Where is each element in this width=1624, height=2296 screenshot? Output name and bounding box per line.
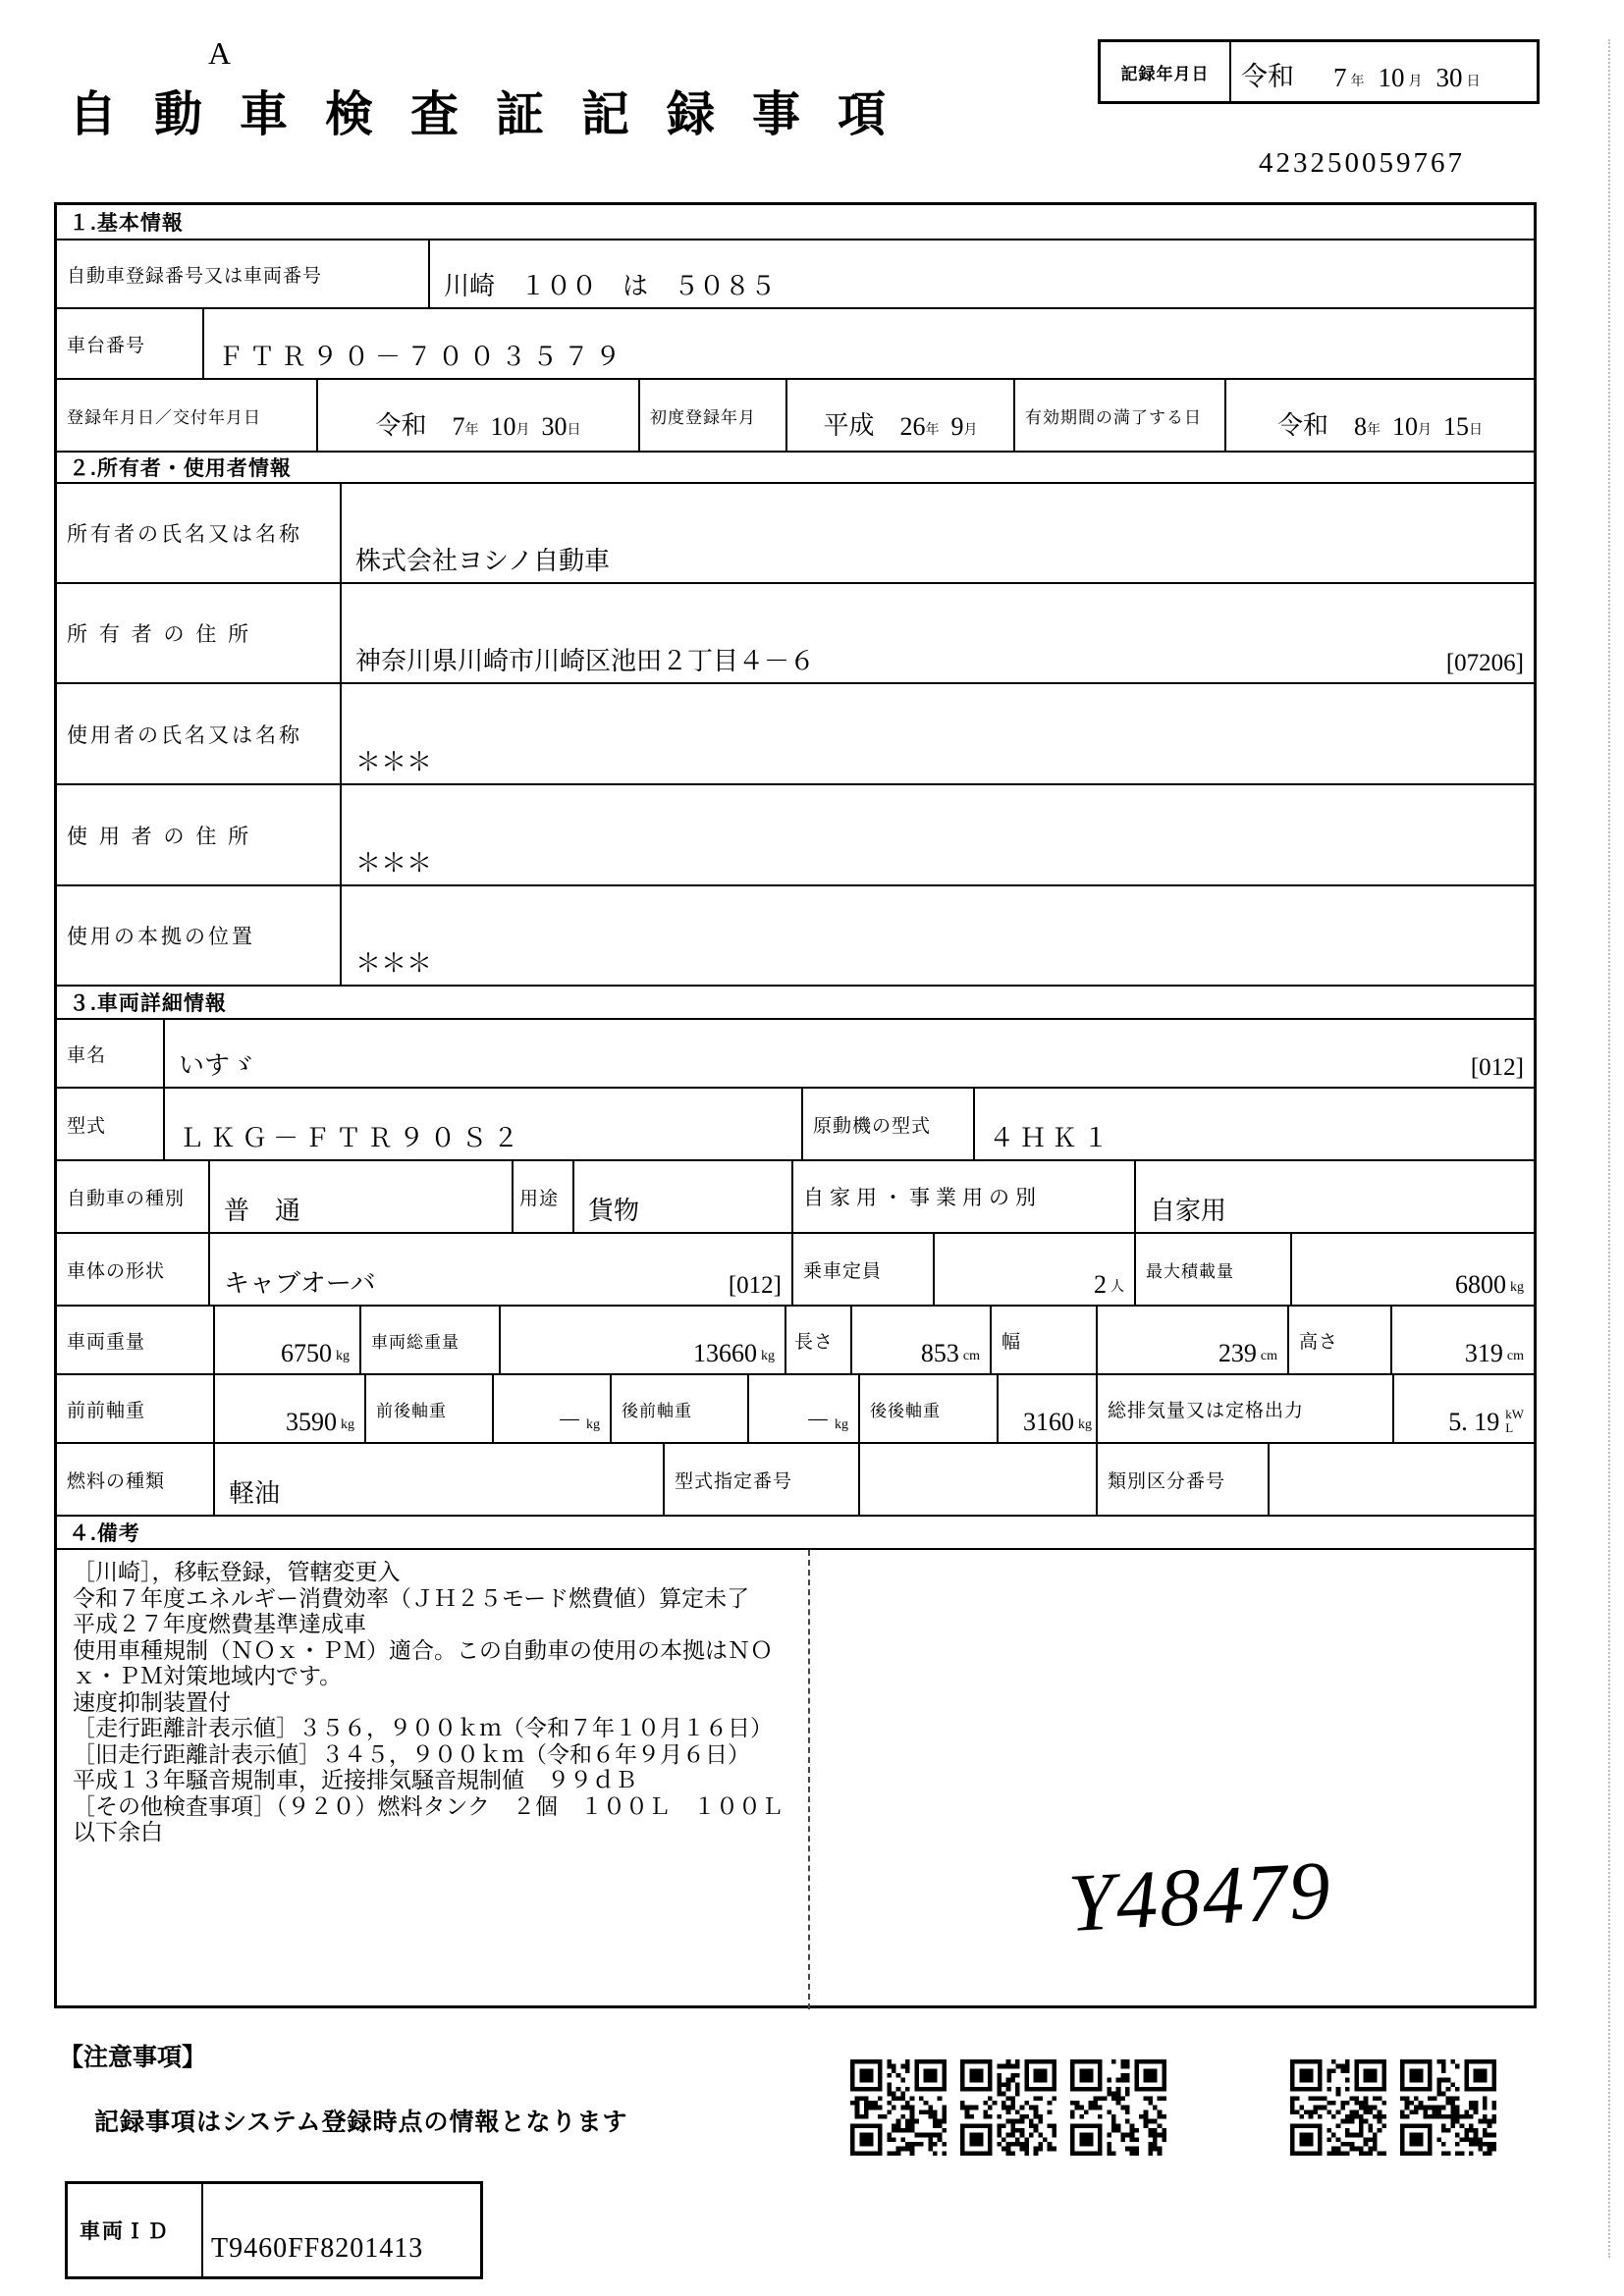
expiry-date-value: 令和 8 年 10 月 15 日 [1276, 411, 1483, 441]
height-value: 319 cm [1464, 1339, 1524, 1367]
remarks-line: 以下余白 [73, 1820, 163, 1844]
width-label: 幅 [992, 1307, 1098, 1373]
remarks-line: 令和７年度エネルギー消費効率（ＪＨ２５モード燃費値）算定未了 [73, 1585, 750, 1611]
displacement-unit: kW L [1505, 1407, 1524, 1435]
engine-model-value: ４ＨＫ１ [989, 1124, 1115, 1152]
owner-name-value: 株式会社ヨシノ自動車 [355, 547, 610, 575]
type-approval-label: 型式指定番号 [665, 1444, 860, 1515]
category-label: 自動車の種別 [57, 1161, 210, 1232]
vehicle-id-value: T9460FF8201413 [211, 2233, 424, 2264]
row-chassis-number [57, 307, 1534, 378]
car-name-label: 車名 [57, 1020, 165, 1087]
qr-code [960, 2059, 1056, 2156]
class-number-value [1270, 1444, 1534, 1515]
body-shape-code: [012] [728, 1272, 782, 1299]
remarks-dashed-divider [808, 1550, 810, 2009]
use-label: 用途 [514, 1161, 574, 1232]
type-approval-value [860, 1444, 1098, 1515]
car-name-code: [012] [1470, 1054, 1524, 1081]
page-mark: A [208, 35, 232, 71]
record-date-box [1098, 39, 1540, 104]
plate-number-value: 川崎 １００ は ５０８５ [444, 272, 777, 300]
gross-weight-label: 車両総重量 [361, 1307, 501, 1373]
axle-front-rear-label: 前後軸重 [366, 1375, 494, 1442]
private-business-value: 自家用 [1150, 1197, 1227, 1225]
plate-number-label: 自動車登録番号又は車両番号 [57, 240, 430, 307]
section-basic-info-heading: １.基本情報 [69, 212, 184, 235]
record-date-day: 30 [1435, 63, 1463, 92]
owner-address-code: [07206] [1445, 650, 1524, 676]
capacity-label: 乗車定員 [793, 1234, 935, 1305]
axle-front-front-label: 前前軸重 [57, 1375, 215, 1442]
car-name-text: いすゞ [179, 1051, 256, 1080]
row-owner-address [57, 582, 1534, 682]
document-number: 423250059767 [1259, 147, 1465, 179]
capacity-value: 2 人 [935, 1234, 1136, 1305]
user-name-value: ＊＊＊ [355, 748, 433, 776]
row-user-name [57, 682, 1534, 783]
height-label: 高さ [1289, 1307, 1392, 1373]
owner-name-label: 所有者の氏名又は名称 [57, 484, 342, 582]
record-date-month: 10 [1378, 63, 1405, 92]
registration-date-label: 登録年月日／交付年月日 [57, 380, 318, 451]
base-location-label: 使用の本拠の位置 [57, 886, 342, 985]
vehicle-id-box [65, 2181, 483, 2279]
row-model [57, 1087, 1534, 1159]
notice-text: 記録事項はシステム登録時点の情報となります [94, 2109, 628, 2136]
page-title: 自動車検査証記録事項 [69, 87, 924, 141]
row-base-location [57, 884, 1534, 985]
record-date-value [1231, 42, 1537, 101]
body-shape-label: 車体の形状 [57, 1234, 210, 1305]
first-registration-label: 初度登録年月 [640, 380, 787, 451]
remarks-line: 平成２７年度燃費基準達成車 [73, 1612, 366, 1636]
remarks-line: ［その他検査事項］（９２０）燃料タンク ２個 １００Ｌ １００Ｌ [73, 1793, 785, 1819]
car-name-value [165, 1020, 1534, 1087]
owner-address-value [342, 584, 1534, 682]
body-shape-text: キャブオーバ [224, 1269, 376, 1298]
model-label: 型式 [57, 1089, 165, 1159]
section-remarks-heading: ４.備考 [57, 1515, 1534, 1548]
remarks-line: 平成１３年騒音規制車，近接排気騒音規制値 ９９ｄＢ [73, 1768, 637, 1792]
private-business-label: 自家用・事業用の別 [793, 1161, 1136, 1232]
body-shape-value [210, 1234, 793, 1305]
first-registration-value: 平成 26 年 9 月 [787, 380, 1015, 451]
row-category [57, 1159, 1534, 1232]
row-fuel [57, 1442, 1534, 1515]
width-value: 239 cm [1098, 1307, 1289, 1373]
base-location-value: ＊＊＊ [355, 949, 433, 978]
axle-rear-rear-value: 3160 kg [999, 1375, 1098, 1442]
row-plate-number [57, 239, 1534, 307]
row-dates [57, 378, 1534, 451]
vehicle-weight-label: 車両重量 [57, 1307, 215, 1373]
handwritten-number: Y48479 [1065, 1844, 1334, 1949]
remarks-cell [57, 1550, 1534, 2009]
axle-front-rear-value: － kg [494, 1375, 612, 1442]
unit-month: 月 [1408, 75, 1423, 89]
max-load-value: 6800 kg [1455, 1270, 1524, 1299]
axle-rear-rear-label: 後後軸重 [860, 1375, 999, 1442]
row-body-shape [57, 1232, 1534, 1305]
record-date-label: 記録年月日 [1101, 42, 1231, 101]
model-value: ＬＫＧ－ＦＴＲ９０Ｓ２ [165, 1089, 803, 1159]
row-owner-name [57, 482, 1534, 582]
row-axle-weights [57, 1373, 1534, 1442]
chassis-number-value: ＦＴＲ９０－７００３５７９ [218, 343, 627, 371]
fuel-value: 軽油 [215, 1444, 665, 1515]
remarks-line: 使用車種規制（ＮＯｘ・ＰＭ）適合。この自動車の使用の本拠はＮＯｘ・ＰＭ対策地域内です。 [73, 1637, 773, 1688]
row-user-address [57, 783, 1534, 884]
reg-date-era: 令和 [375, 411, 427, 440]
vehicle-weight-value: 6750 kg [215, 1307, 361, 1373]
use-value: 貨物 [574, 1161, 793, 1232]
expiry-date-label: 有効期間の満了する日 [1015, 380, 1226, 451]
record-date-era: 令和 [1241, 62, 1294, 91]
qr-code [1290, 2059, 1386, 2156]
qr-code [1070, 2059, 1166, 2156]
user-address-value: ＊＊＊ [355, 849, 433, 878]
owner-address-label: 所 有 者 の 住 所 [57, 584, 342, 682]
user-name-label: 使用者の氏名又は名称 [57, 684, 342, 783]
fuel-label: 燃料の種類 [57, 1444, 215, 1515]
unit-year: 年 [1350, 75, 1365, 89]
displacement-label: 総排気量又は定格出力 [1098, 1375, 1394, 1442]
category-value: 普 通 [210, 1161, 514, 1232]
axle-front-front-value: 3590 kg [215, 1375, 366, 1442]
remarks-line: ［川崎］，移転登録，管轄変更入 [73, 1560, 401, 1584]
gross-weight-value: 13660 kg [501, 1307, 786, 1373]
remarks-line: ［走行距離計表示値］３５６，９００ｋｍ（令和７年１０月１６日） [73, 1716, 773, 1740]
qr-code [1400, 2059, 1496, 2156]
row-car-name [57, 1018, 1534, 1087]
main-table [54, 202, 1537, 2008]
length-label: 長さ [786, 1307, 852, 1373]
axle-rear-front-label: 後前軸重 [612, 1375, 749, 1442]
scan-artifact-line [1608, 39, 1610, 2258]
row-weights-dimensions [57, 1305, 1534, 1373]
remarks-text [73, 1560, 801, 1846]
section-owner-info-heading: ２.所有者・使用者情報 [57, 451, 1534, 482]
registration-date-value: 令和 7 年 10 月 30 日 [318, 380, 640, 451]
max-load-label: 最大積載量 [1136, 1234, 1292, 1305]
vehicle-id-label: 車両ＩＤ [68, 2184, 203, 2276]
engine-model-label: 原動機の型式 [803, 1089, 975, 1159]
displacement-value: 5. 19 kW L [1448, 1407, 1524, 1436]
notice-heading: 【注意事項】 [59, 2044, 207, 2071]
class-number-label: 類別区分番号 [1098, 1444, 1270, 1515]
record-date-year: 7 [1333, 63, 1347, 92]
remarks-line: 速度抑制装置付 [73, 1689, 231, 1715]
axle-rear-front-value: － kg [749, 1375, 860, 1442]
remarks-line: ［旧走行距離計表示値］３４５，９００ｋｍ（令和６年９月６日） [73, 1741, 750, 1767]
unit-day: 日 [1466, 75, 1481, 89]
user-address-label: 使 用 者 の 住 所 [57, 785, 342, 884]
owner-address-text: 神奈川県川崎市川崎区池田２丁目４－６ [355, 647, 816, 675]
section-vehicle-info-heading: ３.車両詳細情報 [57, 985, 1534, 1018]
chassis-number-label: 車台番号 [57, 309, 204, 378]
length-value: 853 cm [852, 1307, 992, 1373]
row-remarks [57, 1548, 1534, 2009]
qr-code [850, 2059, 947, 2156]
